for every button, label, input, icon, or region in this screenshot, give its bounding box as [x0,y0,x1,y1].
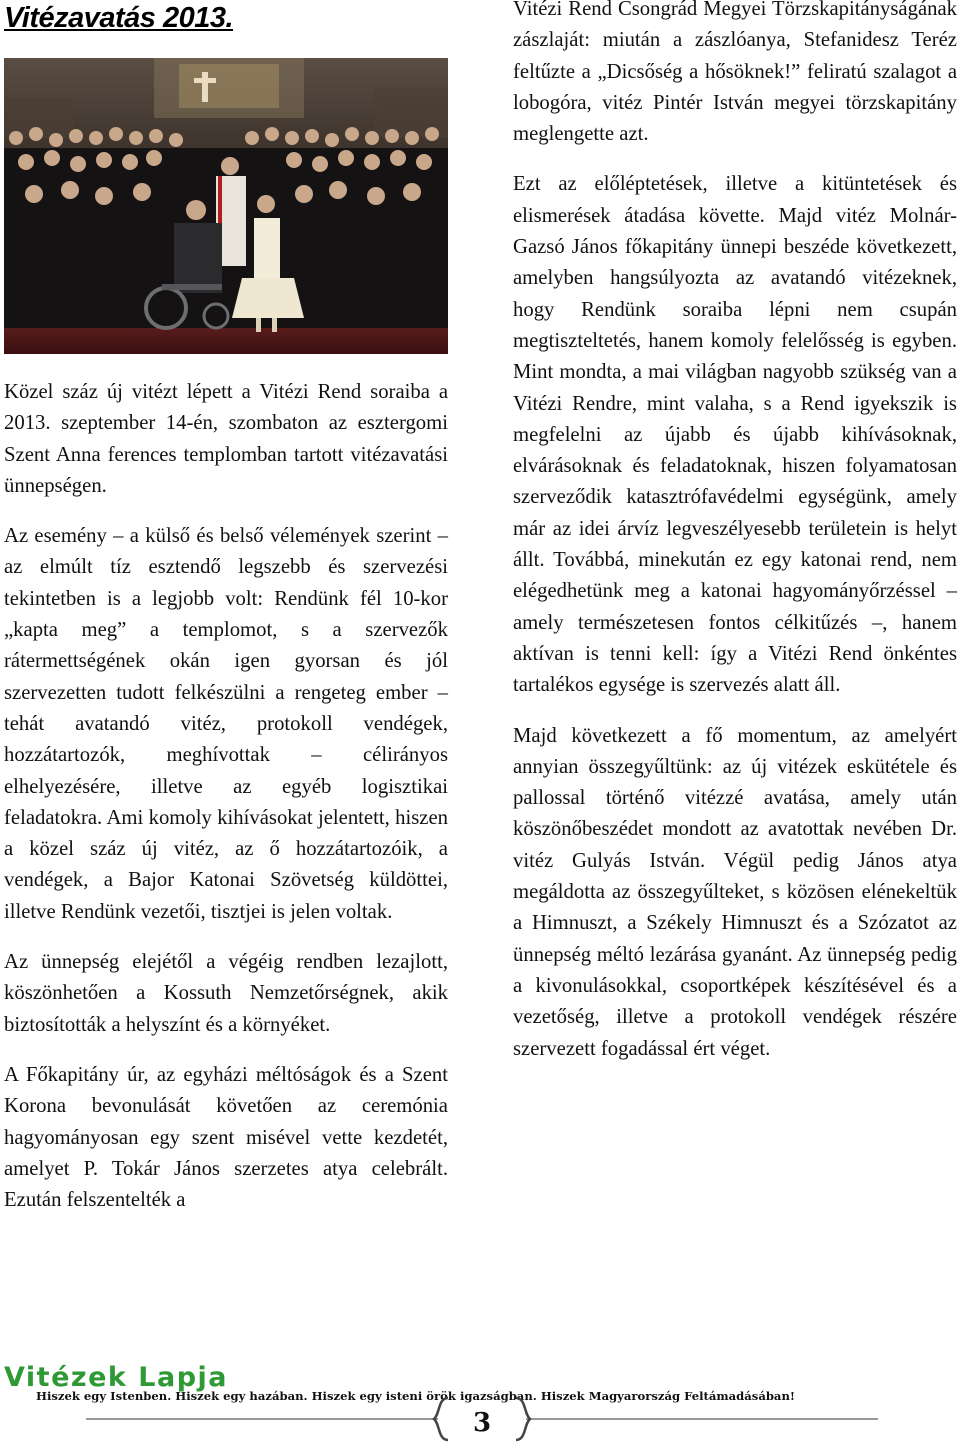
photo-caption: Közel száz új vitézt lépett a Vitézi Rend soraiba a 2013. szeptember 14-én, szombaton az esztergomi Szent Anna ferences templomban tartott vitézavatási ünnepségen. [4,381,448,497]
right-column [513,0,957,1065]
publication-motto: Hiszek egy Istenben. Hiszek egy hazában. Hiszek egy isteni örök igazságban. Hiszek Magyarország Feltámadásában! [36,1389,795,1403]
article-paragraph: Vitézi Rend Csongrád Megyei Törzskapitányságának zászlaját: miután a zászlóanya, Stefanidesz Teréz feltűzte a „Dicsőség a hősöknek!” feliratú szalagot a lobogóra, vitéz Pintér István megyei törzskapitány meglengette azt. [513,0,957,146]
article-title: Vitézavatás 2013. [4,2,234,34]
article-paragraph: Az esemény – a külső és belső vélemények szerint – az elmúlt tíz esztendő legszebb és szervezési tekintetben is a legjobb volt: Rendünk fél 10-kor „kapta meg” a templomot, s a szervezők rátermettségének okán igen gyorsan és jól szervezetten tudott felkészülni a rengeteg ember – tehát avatandó vitéz, protokoll vendégek, hozzátartozók, meghívottak – célirányos elhelyezésére, illetve az egyéb logisztikai feladatokra. Ami komoly kihívásokat jelentett, hiszen a közel száz új vitéz, az ő hozzátartozóik, a vendégek, a Bajor Katonai Szövetség küldöttei, illetve Rendünk vezetői, tisztjei is jelen voltak. [4,525,448,923]
group-photo-image [4,58,448,354]
group-photo [4,58,448,354]
page-number: 3 [472,1408,492,1438]
left-column [4,377,448,1216]
page-footer [0,1362,960,1446]
publication-title: Vitézek Lapja [4,1362,229,1393]
article-paragraph: Majd következett a fő momentum, az amelyért annyian összegyűltünk: az új vitézek eskütétele és pallossal történő vitézzé avatása, amely után köszönőbeszédet mondott az avatottak nevében Dr. vitéz Gulyás István. Végül pedig János atya megáldotta az összegyűlteket, s közösen elénekeltük a Himnuszt, a Székely Himnuszt és a Szózatot az ünnepség méltó lezárása gyanánt. Az ünnepség pedig a kivonulásokkal, csoportképek készítésével és a vezetőség, illetve a protokoll vendégek részére szervezett fogadással ért véget. [513,724,957,1060]
article-paragraph: Ezt az előléptetések, illetve a kitüntetések és elismerések átadása követte. Majd vitéz Molnár-Gazsó János főkapitány ünnepi beszéde következett, amelyben hangsúlyozta az avatandó vitézeknek, hogy Rendünk soraiba lépni nem csupán megtiszteltetés, hanem komoly felelősség is egyben. Mint mondta, a mai világban nagyobb szükség van a Vitézi Rendre, mint valaha, s a Rend igyekszik is megfelelni az újabb és újabb kihívásoknak, elvárásoknak és feladatoknak, hiszen folyamatosan szerveződik katasztrófavédelmi egységünk, amely már az idei árvíz legveszélyesebb területein is helyt állt. Továbbá, minekután ez egy katonai rend, nem elégedhetünk meg a katonai hagyományőrzéssel – amely természetesen fontos célkitűzés –, hanem aktívan is tenni kell: így a Vitézi Rend önkéntes tartalékos egysége is szervezés alatt áll. [513,173,957,697]
article-paragraph: A Főkapitány úr, az egyházi méltóságok és a Szent Korona bevonulását követően az ceremónia hagyományosan egy szent misével vette kezdetét, amelyet P. Tokár János szerzetes atya celebrált. Ezután felszentelték a [4,1063,448,1212]
article-paragraph: Az ünnepség elejétől a végéig rendben lezajlott, köszönhetően a Kossuth Nemzetőrségnek, akik biztosították a helyszínt és a környéket. [4,951,448,1036]
